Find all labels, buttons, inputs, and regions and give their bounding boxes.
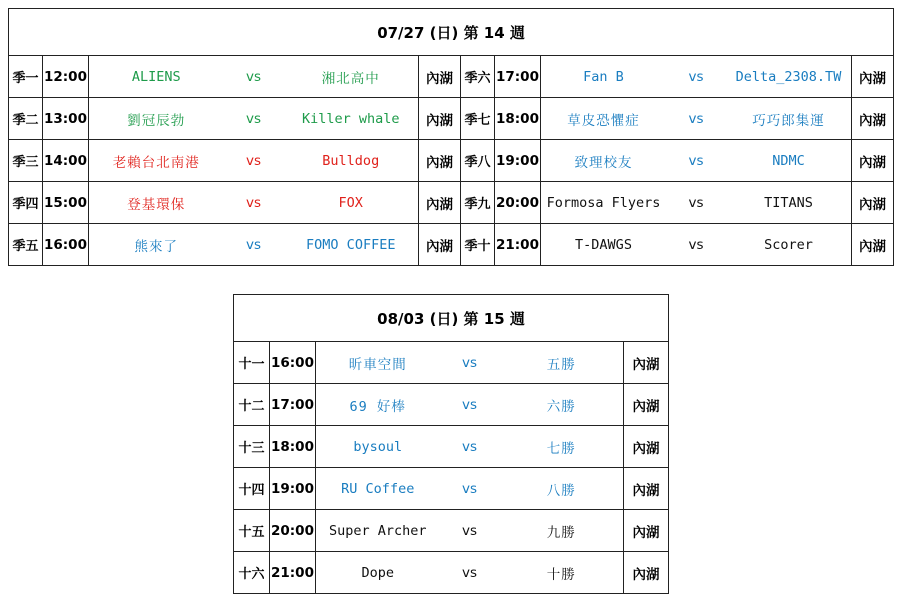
vs-label: vs <box>461 354 478 371</box>
table-row <box>9 140 894 182</box>
matchup <box>541 56 852 98</box>
matchup <box>541 224 852 266</box>
venue: 內湖 <box>624 384 669 426</box>
away-team: 六勝 <box>546 398 576 415</box>
week15-schedule-table <box>233 294 669 594</box>
away-team: Killer whale <box>301 110 400 127</box>
matchup-line <box>316 521 623 541</box>
venue: 內湖 <box>852 224 894 266</box>
vs-label: vs <box>461 522 478 539</box>
away-team: TITANS <box>764 194 813 211</box>
game-code: 季三 <box>9 140 43 182</box>
away-team: FOX <box>338 194 363 211</box>
home-team: Super Archer <box>328 522 427 539</box>
game-time: 18:00 <box>270 426 316 468</box>
away-team: FOMO COFFEE <box>306 236 396 253</box>
venue: 內湖 <box>419 56 461 98</box>
game-time: 16:00 <box>43 224 89 266</box>
matchup-line <box>89 151 418 171</box>
venue: 內湖 <box>419 98 461 140</box>
matchup-line <box>89 193 418 213</box>
vs-label: vs <box>245 194 262 211</box>
game-time: 14:00 <box>43 140 89 182</box>
matchup-line <box>541 237 851 253</box>
week14-body <box>9 56 894 266</box>
away-team: 湘北高中 <box>321 70 380 87</box>
game-code: 季六 <box>461 56 495 98</box>
vs-label: vs <box>245 236 262 253</box>
vs-label: vs <box>245 110 262 127</box>
matchup <box>316 468 624 510</box>
vs-label: vs <box>688 68 704 85</box>
venue: 內湖 <box>419 224 461 266</box>
week14-title: 07/27 (日) 第 14 週 <box>9 9 894 56</box>
matchup <box>316 510 624 552</box>
home-team: 熊來了 <box>134 238 178 255</box>
vs-label: vs <box>688 110 704 127</box>
matchup <box>89 224 419 266</box>
game-code: 十二 <box>234 384 270 426</box>
away-team: 九勝 <box>546 524 576 541</box>
home-team: 登基環保 <box>127 196 186 213</box>
game-code: 季五 <box>9 224 43 266</box>
venue: 內湖 <box>624 510 669 552</box>
game-code: 季八 <box>461 140 495 182</box>
vs-label: vs <box>688 194 704 211</box>
home-team: bysoul <box>353 438 403 455</box>
away-team: 十勝 <box>546 566 576 583</box>
table-row <box>234 468 669 510</box>
game-time: 17:00 <box>270 384 316 426</box>
game-time: 17:00 <box>495 56 541 98</box>
home-team: Dope <box>361 564 394 581</box>
away-team: Delta_2308.TW <box>735 68 842 85</box>
game-code: 季二 <box>9 98 43 140</box>
table-row <box>9 182 894 224</box>
away-team: 八勝 <box>546 482 576 499</box>
home-team: 草皮恐懼症 <box>567 112 640 129</box>
venue: 內湖 <box>624 426 669 468</box>
matchup <box>89 98 419 140</box>
matchup <box>541 182 852 224</box>
vs-label: vs <box>461 564 478 581</box>
matchup-line <box>541 195 851 211</box>
matchup <box>316 426 624 468</box>
game-code: 十三 <box>234 426 270 468</box>
table-row <box>234 426 669 468</box>
home-team: 昕車空間 <box>348 356 407 373</box>
week15-title: 08/03 (日) 第 15 週 <box>234 295 669 342</box>
venue: 內湖 <box>624 552 669 594</box>
home-team: T-DAWGS <box>575 236 632 253</box>
matchup <box>316 384 624 426</box>
game-code: 十四 <box>234 468 270 510</box>
game-time: 19:00 <box>270 468 316 510</box>
venue: 內湖 <box>419 182 461 224</box>
away-team: 五勝 <box>546 356 576 373</box>
game-time: 18:00 <box>495 98 541 140</box>
home-team: 老賴台北南港 <box>112 154 200 171</box>
away-team: Bulldog <box>322 152 380 169</box>
venue: 內湖 <box>419 140 461 182</box>
vs-label: vs <box>461 480 478 497</box>
venue: 內湖 <box>852 56 894 98</box>
venue: 內湖 <box>624 342 669 384</box>
matchup-line <box>89 109 418 129</box>
table-row <box>234 552 669 594</box>
game-time: 21:00 <box>495 224 541 266</box>
home-team: 致理校友 <box>574 154 633 171</box>
matchup-line <box>89 235 418 255</box>
home-team: ALIENS <box>131 68 181 85</box>
game-code: 季一 <box>9 56 43 98</box>
matchup-line <box>541 151 851 171</box>
away-team: Scorer <box>764 236 813 253</box>
table-row <box>9 56 894 98</box>
venue: 內湖 <box>852 140 894 182</box>
matchup <box>541 98 852 140</box>
venue: 內湖 <box>852 182 894 224</box>
vs-label: vs <box>245 152 262 169</box>
game-time: 12:00 <box>43 56 89 98</box>
table-row <box>234 384 669 426</box>
matchup-line <box>316 395 623 415</box>
game-time: 15:00 <box>43 182 89 224</box>
matchup-line <box>316 563 623 583</box>
week15-body <box>234 342 669 594</box>
game-time: 19:00 <box>495 140 541 182</box>
game-code: 季七 <box>461 98 495 140</box>
matchup <box>541 140 852 182</box>
matchup-line <box>541 109 851 129</box>
matchup <box>89 182 419 224</box>
matchup-line <box>316 479 623 499</box>
matchup <box>316 552 624 594</box>
game-code: 季十 <box>461 224 495 266</box>
game-code: 十一 <box>234 342 270 384</box>
venue: 內湖 <box>624 468 669 510</box>
vs-label: vs <box>461 396 478 413</box>
week14-schedule-table <box>8 8 894 266</box>
matchup <box>89 56 419 98</box>
vs-label: vs <box>461 438 478 455</box>
game-code: 季四 <box>9 182 43 224</box>
matchup-line <box>541 69 851 85</box>
game-time: 20:00 <box>270 510 316 552</box>
table-row <box>9 224 894 266</box>
game-time: 21:00 <box>270 552 316 594</box>
table-row <box>234 342 669 384</box>
table-row <box>234 510 669 552</box>
matchup-line <box>316 353 623 373</box>
vs-label: vs <box>688 236 704 253</box>
game-code: 十五 <box>234 510 270 552</box>
game-code: 十六 <box>234 552 270 594</box>
matchup-line <box>89 67 418 87</box>
away-team: 巧巧郎集運 <box>752 112 825 129</box>
matchup <box>316 342 624 384</box>
table-row <box>9 98 894 140</box>
away-team: 七勝 <box>546 440 576 457</box>
game-code: 季九 <box>461 182 495 224</box>
matchup-line <box>316 437 623 457</box>
home-team: RU Coffee <box>341 480 415 497</box>
home-team: Formosa Flyers <box>546 194 661 211</box>
home-team: Fan B <box>583 68 624 85</box>
home-team: 69 好棒 <box>349 398 406 415</box>
vs-label: vs <box>245 68 262 85</box>
game-time: 13:00 <box>43 98 89 140</box>
game-time: 20:00 <box>495 182 541 224</box>
matchup <box>89 140 419 182</box>
away-team: NDMC <box>772 152 805 169</box>
venue: 內湖 <box>852 98 894 140</box>
home-team: 劉冠辰勃 <box>127 112 186 129</box>
vs-label: vs <box>688 152 704 169</box>
game-time: 16:00 <box>270 342 316 384</box>
